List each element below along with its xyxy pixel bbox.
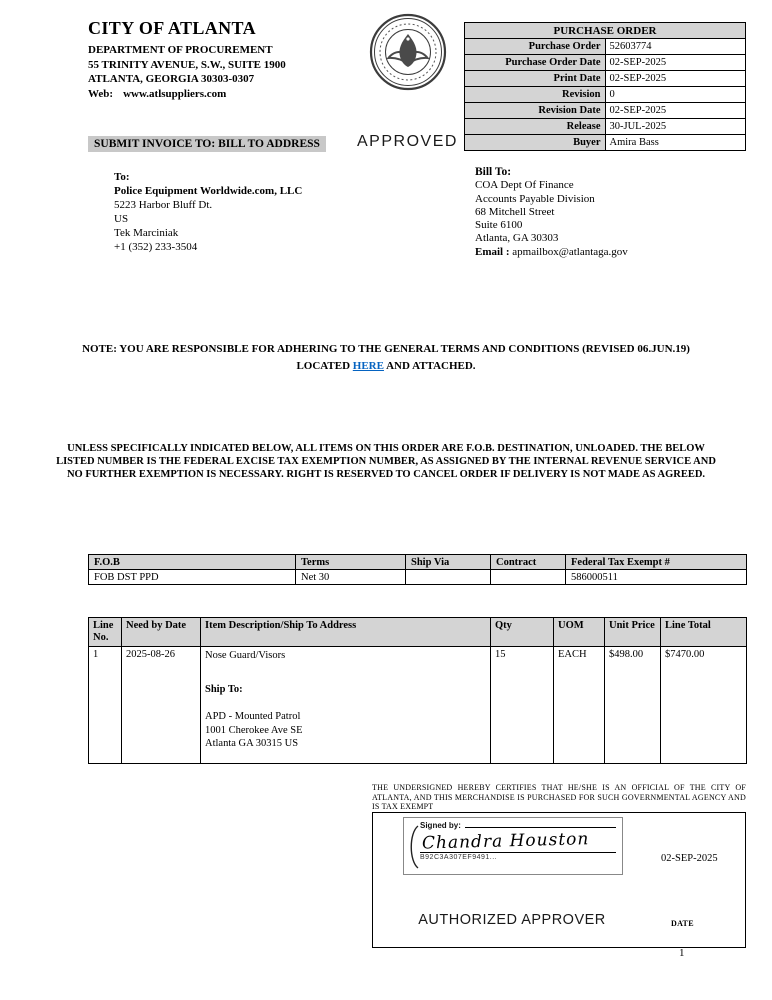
terms-line1: UNLESS SPECIFICALLY INDICATED BELOW, ALL ITEMS ON THIS ORDER ARE F.O.B. DESTINATION, UNLOADED. THE BELOW	[67, 443, 705, 454]
bill-to-line3: 68 Mitchell Street	[475, 205, 555, 218]
signature-name: Chandra Houston	[421, 829, 590, 854]
ship-to-label: Ship To:	[205, 683, 243, 695]
line-no-cell: 1	[89, 647, 122, 764]
po-label: Purchase Order Date	[465, 55, 606, 71]
contract-header: Contract	[491, 555, 566, 570]
table-row	[465, 135, 746, 151]
fob-terms-table	[88, 554, 747, 585]
org-address-line2: ATLANTA, GEORGIA 30303-0307	[88, 73, 255, 85]
po-label: Purchase Order	[465, 39, 606, 55]
ship-to-line3: Atlanta GA 30315 US	[205, 738, 299, 749]
po-value: Amira Bass	[605, 135, 746, 151]
qty-header: Qty	[491, 618, 554, 647]
ship-via-header: Ship Via	[406, 555, 491, 570]
org-dept: DEPARTMENT OF PROCUREMENT	[88, 44, 273, 56]
digital-signature-stamp	[403, 817, 623, 875]
signature-bracket-icon	[407, 824, 419, 870]
line-no-header: Line No.	[89, 618, 122, 647]
web-url: www.atlsuppliers.com	[123, 87, 227, 100]
terms-value: Net 30	[296, 570, 406, 585]
item-description-cell	[201, 647, 491, 764]
table-row	[465, 87, 746, 103]
bill-to-block	[475, 166, 628, 259]
table-row	[465, 39, 746, 55]
signed-by-line	[465, 827, 616, 828]
org-web-line	[88, 87, 286, 102]
fob-exemption-paragraph	[56, 442, 716, 481]
po-value: 30-JUL-2025	[605, 119, 746, 135]
bill-to-line2: Accounts Payable Division	[475, 192, 595, 205]
po-value: 52603774	[605, 39, 746, 55]
vendor-label: To:	[114, 171, 130, 183]
bill-to-email-line	[475, 246, 628, 259]
federal-tax-exempt-header: Federal Tax Exempt #	[566, 555, 747, 570]
po-label: Release	[465, 119, 606, 135]
ship-to-line1: APD - Mounted Patrol	[205, 711, 301, 722]
unit-price-header: Unit Price	[605, 618, 661, 647]
page-number: 1	[679, 947, 685, 959]
contract-value	[491, 570, 566, 585]
bill-to-line5: Atlanta, GA 30303	[475, 232, 559, 245]
line-total-cell: $7470.00	[661, 647, 747, 764]
authorized-approver-label: AUTHORIZED APPROVER	[418, 912, 606, 928]
note-line2-pre: LOCATED	[296, 359, 353, 372]
signed-by-label: Signed by:	[420, 821, 461, 830]
ship-via-value	[406, 570, 491, 585]
terms-header: Terms	[296, 555, 406, 570]
uom-cell: EACH	[554, 647, 605, 764]
org-header	[88, 18, 286, 101]
po-value: 0	[605, 87, 746, 103]
table-row	[465, 119, 746, 135]
purchase-order-info-table	[464, 22, 746, 151]
table-row	[89, 570, 747, 585]
table-row	[465, 71, 746, 87]
signature-box	[372, 812, 746, 948]
note-line1: NOTE: YOU ARE RESPONSIBLE FOR ADHERING TO THE GENERAL TERMS AND CONDITIONS (REVISED 06.JUN.19)	[82, 343, 690, 355]
table-header-row	[89, 618, 747, 647]
table-row	[89, 647, 747, 764]
po-table-title: PURCHASE ORDER	[465, 23, 746, 39]
vendor-contact: Tek Marciniak	[114, 227, 179, 239]
vendor-name: Police Equipment Worldwide.com, LLC	[114, 185, 303, 197]
email-value: apmailbox@atlantaga.gov	[512, 245, 628, 258]
bill-to-line4: Suite 6100	[475, 219, 523, 232]
need-by-date-header: Need by Date	[122, 618, 201, 647]
bill-to-line1: COA Dept Of Finance	[475, 179, 574, 192]
signature-date: 02-SEP-2025	[661, 853, 718, 864]
terms-line2: LISTED NUMBER IS THE FEDERAL EXCISE TAX EXEMPTION NUMBER, AS ASSIGNED BY THE INTERNAL REVENUE SERVICE AND	[56, 456, 716, 467]
po-label: Revision	[465, 87, 606, 103]
table-row	[465, 55, 746, 71]
date-label: DATE	[671, 919, 694, 928]
line-items-table	[88, 617, 747, 764]
fob-value: FOB DST PPD	[89, 570, 296, 585]
vendor-address1: 5223 Harbor Bluff Dt.	[114, 199, 213, 211]
po-label: Revision Date	[465, 103, 606, 119]
note-line2-post: AND ATTACHED.	[383, 359, 476, 372]
table-row	[465, 103, 746, 119]
item-description-header: Item Description/Ship To Address	[201, 618, 491, 647]
bill-to-label: Bill To:	[475, 166, 512, 178]
org-address-line1: 55 TRINITY AVENUE, S.W., SUITE 1900	[88, 58, 286, 71]
city-of-atlanta-seal-icon	[368, 12, 448, 92]
uom-header: UOM	[554, 618, 605, 647]
need-by-cell: 2025-08-26	[122, 647, 201, 764]
qty-cell: 15	[491, 647, 554, 764]
ship-to-line2: 1001 Cherokee Ave SE	[205, 724, 303, 736]
terms-line3: NO FURTHER EXEMPTION IS NECESSARY. RIGHT IS RESERVED TO CANCEL ORDER IF DELIVERY IS NOT MADE AS AGREED.	[66, 469, 706, 480]
email-label: Email :	[475, 245, 510, 258]
item-description: Nose Guard/Visors	[205, 650, 286, 661]
certification-text: THE UNDERSIGNED HEREBY CERTIFIES THAT HE/SHE IS AN OFFICIAL OF THE CITY OF ATLANTA, AND THIS MERCHANDISE IS PURCHASED FOR SUCH GOVERNMENTAL AGENCY AND IS TAX EXEMPT	[372, 783, 746, 812]
fob-header: F.O.B	[89, 555, 296, 570]
po-value: 02-SEP-2025	[605, 71, 746, 87]
submit-invoice-banner: SUBMIT INVOICE TO: BILL TO ADDRESS	[88, 136, 326, 152]
federal-tax-exempt-value: 586000511	[566, 570, 747, 585]
web-label: Web:	[88, 87, 114, 100]
approved-status: APPROVED	[357, 133, 458, 150]
line-total-header: Line Total	[661, 618, 747, 647]
org-name: CITY OF ATLANTA	[88, 18, 257, 38]
terms-conditions-note	[61, 341, 711, 374]
signature-id: B92C3A307EF9491...	[420, 854, 498, 861]
po-label: Print Date	[465, 71, 606, 87]
po-value: 02-SEP-2025	[605, 103, 746, 119]
vendor-phone: +1 (352) 233-3504	[114, 241, 198, 253]
here-link[interactable]: HERE	[352, 359, 384, 372]
table-header-row	[89, 555, 747, 570]
vendor-address-block	[114, 170, 302, 254]
vendor-address2: US	[114, 213, 129, 225]
po-value: 02-SEP-2025	[605, 55, 746, 71]
unit-price-cell: $498.00	[605, 647, 661, 764]
po-label: Buyer	[465, 135, 606, 151]
